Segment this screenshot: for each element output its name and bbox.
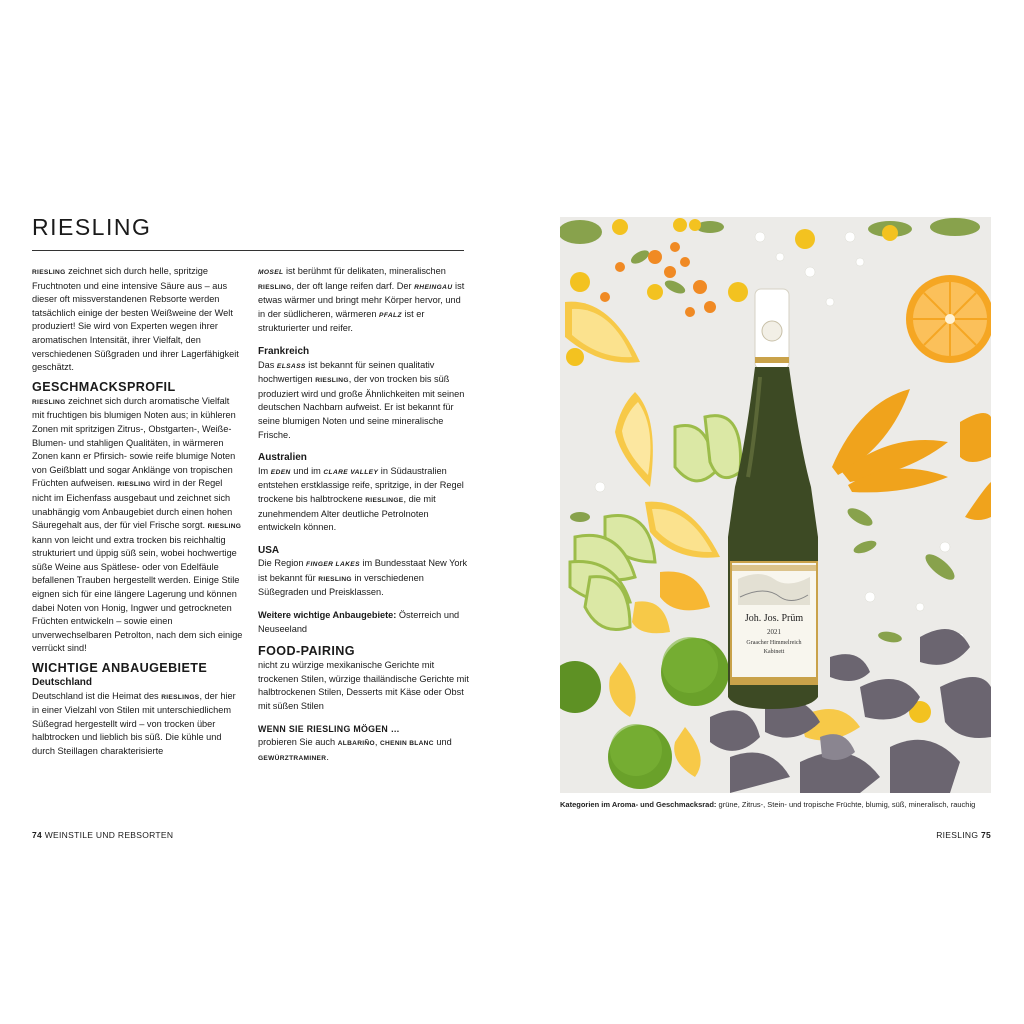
- france-text: ist bekannt für seinen qualitativ hochwertigen: [258, 359, 435, 385]
- region-term-clare-valley: CLARE VALLEY: [323, 468, 379, 476]
- like-text: .: [326, 751, 329, 762]
- region-term-eden: EDEN: [270, 468, 291, 476]
- germany-paragraph-start: [32, 690, 244, 759]
- page-number-right: 75: [980, 830, 991, 840]
- france-text: Das: [258, 359, 277, 370]
- like-text: ,: [374, 737, 380, 748]
- other-regions: [258, 609, 470, 636]
- profile-paragraph: [32, 395, 244, 656]
- riesling-photo: [560, 217, 991, 793]
- other-regions-text: Österreich und Neuseeland: [258, 610, 460, 634]
- grape-term: RIESLING: [32, 269, 66, 276]
- usa-text: in verschiedenen Süßegraden und Preisklassen.: [258, 572, 424, 598]
- france-paragraph: [258, 359, 470, 443]
- photo-caption: [560, 800, 1000, 810]
- region-term-rheingau: RHEINGAU: [414, 283, 453, 291]
- australia-text: Im: [258, 465, 271, 476]
- folio-left: [32, 830, 173, 840]
- grape-term: RIESLINGS: [161, 693, 200, 701]
- grape-term: ALBARIÑO: [337, 740, 375, 748]
- region-term-mosel: MOSEL: [258, 269, 284, 276]
- australia-text: und im: [290, 465, 324, 476]
- germany-text: , der hier in einer Vielzahl von Stilen mit unterschiedlichem Süßegrad hergestellt wird – von trocken über halbtrocken und lieblich bis süß. Die kühle und durch Steillagen charakterisierte: [32, 690, 236, 756]
- label-site: Graacher Himmelreich: [746, 640, 802, 646]
- profile-text: kann von leicht und extra trocken bis reichhaltig strukturiert und üppig süß sein, wobei hochwertige süße Weine aus Spätlese- oder von Edelfäule befallenen Trauben hergestellt werden. Einige Stile eignen sich für eine längere Lagerung und können dabei Noten von Honig, Ingwer und getrockneten Früchten entwickeln – sowie einen unverwechselbaren Petrolton, nach dem sich einige verrückt sind!: [32, 534, 243, 654]
- germany-text: Deutschland ist die Heimat des: [32, 690, 162, 701]
- grape-term: RIESLING: [32, 398, 66, 406]
- food-heading: FOOD-PAIRING: [258, 644, 355, 659]
- germany-text: ist berühmt für delikaten, mineralischen: [283, 266, 446, 276]
- folio-right: [936, 830, 991, 840]
- germany-text: ist er strukturierter und reifer.: [258, 308, 425, 334]
- usa-heading: USA: [258, 544, 280, 556]
- title-rule: [32, 250, 464, 251]
- regions-heading: WICHTIGE ANBAUGEBIETE: [32, 661, 208, 676]
- profile-text: wird in der Regel nicht im Eichenfass ausgebaut und zeichnet sich unabhängig vom Anbaugebiet durch einen hohen Säuregehalt aus, der für viel Frische sorgt.: [32, 478, 233, 531]
- caption-label: Kategorien im Aroma- und Geschmacksrad:: [560, 800, 717, 809]
- germany-heading: Deutschland: [32, 677, 93, 689]
- usa-paragraph: [258, 557, 470, 600]
- germany-text: ist etwas wärmer und bringt mehr Körper hervor, und in der südlicheren, wärmeren: [258, 280, 465, 319]
- intro-paragraph: [32, 265, 244, 375]
- grape-term: RIESLING: [117, 481, 151, 489]
- orange-half: [906, 275, 991, 363]
- grape-term: GEWÜRZTRAMINER: [258, 754, 327, 762]
- label-year: 2021: [767, 628, 781, 636]
- running-head-left: WEINSTILE UND REBSORTEN: [42, 830, 174, 840]
- like-text: probieren Sie auch: [258, 737, 338, 748]
- page-number-left: 74: [32, 830, 43, 840]
- germany-text: , der oft lange reifen darf. Der: [291, 280, 415, 291]
- text-column-left: [32, 265, 244, 759]
- grape-term: CHENIN BLANC: [380, 740, 434, 748]
- grape-term: RIESLINGE: [365, 496, 404, 504]
- france-text: , der von trocken bis süß produziert wird und große Ähnlichkeiten mit seinen deutschen Nachbarn aufweist. Er ist bekannt für seine blumigen Noten und seine mineralische Frische.: [258, 374, 465, 440]
- label-pradikat: Kabinett: [763, 649, 785, 655]
- grape-term: RIESLING: [318, 575, 352, 583]
- page-title: RIESLING: [32, 214, 152, 240]
- label-producer: Joh. Jos. Prüm: [744, 613, 804, 624]
- grape-term: RIESLING: [258, 283, 292, 291]
- photo-illustration: [560, 217, 991, 793]
- australia-paragraph: [258, 465, 470, 535]
- profile-heading: GESCHMACKSPROFIL: [32, 379, 176, 394]
- usa-text: im Bundesstaat New York ist bekannt für: [258, 558, 468, 583]
- usa-text: Die Region: [258, 558, 307, 569]
- australia-text: , die mit zunehmendem Alter deutliche Petrolnoten entwickeln können.: [258, 493, 436, 533]
- australia-heading: Australien: [258, 452, 307, 464]
- other-regions-label: Weitere wichtige Anbaugebiete:: [258, 610, 397, 621]
- intro-text: zeichnet sich durch helle, spritzige Fruchtnoten und eine intensive Säure aus – aus dieser oft missverstandenen Rebsorte werden tatsächlich einige der besten Weißweine der Welt produziert! Sie wird von Experten wegen ihrer aromatischen Intensität, ihrer Vielfalt, den verschiedenen Süßgraden und ihrer Lagerfähigkeit geschätzt.: [32, 266, 239, 373]
- region-term-elsass: ELSASS: [276, 362, 306, 370]
- region-term-finger-lakes: FINGER LAKES: [306, 561, 360, 569]
- caption-text: grüne, Zitrus-, Stein- und tropische Früchte, blumig, süß, mineralisch, rauchig: [716, 800, 976, 809]
- profile-text: zeichnet sich durch aromatische Vielfalt mit fruchtigen bis blumigen Noten aus; in kühleren Zonen mit spritzigen Zitrus-, Obstgarten-, Weiße-Blumen- und stahligen Qualitäten, in wärmeren Zonen kann er Pfirsich- sowie reife blumige Noten von Geißblatt und sogar Anklänge von tropischen Früchten aufweisen.: [32, 395, 236, 489]
- like-text: und: [433, 737, 452, 748]
- running-head-right: RIESLING: [936, 830, 981, 840]
- like-paragraph: [258, 736, 470, 765]
- france-heading: Frankreich: [258, 345, 310, 357]
- germany-paragraph-cont: [258, 265, 470, 336]
- grape-term: RIESLING: [207, 523, 242, 531]
- text-column-right: [258, 265, 470, 765]
- grape-term: RIESLING: [315, 377, 349, 385]
- australia-text: in Südaustralien entstehen erstklassige reife, spritzige, in der Regel trockene bis halbtrockene: [258, 465, 464, 504]
- region-term-pfalz: PFALZ: [379, 311, 402, 319]
- food-paragraph: nicht zu würzige mexikanische Gerichte mit trockenen Stilen, würzige thailändische Gerichte mit halbtrockenen Stilen, Desserts mit Käse oder Obst mit süßen Stilen: [258, 660, 469, 712]
- like-heading: WENN SIE RIESLING MÖGEN …: [258, 723, 400, 734]
